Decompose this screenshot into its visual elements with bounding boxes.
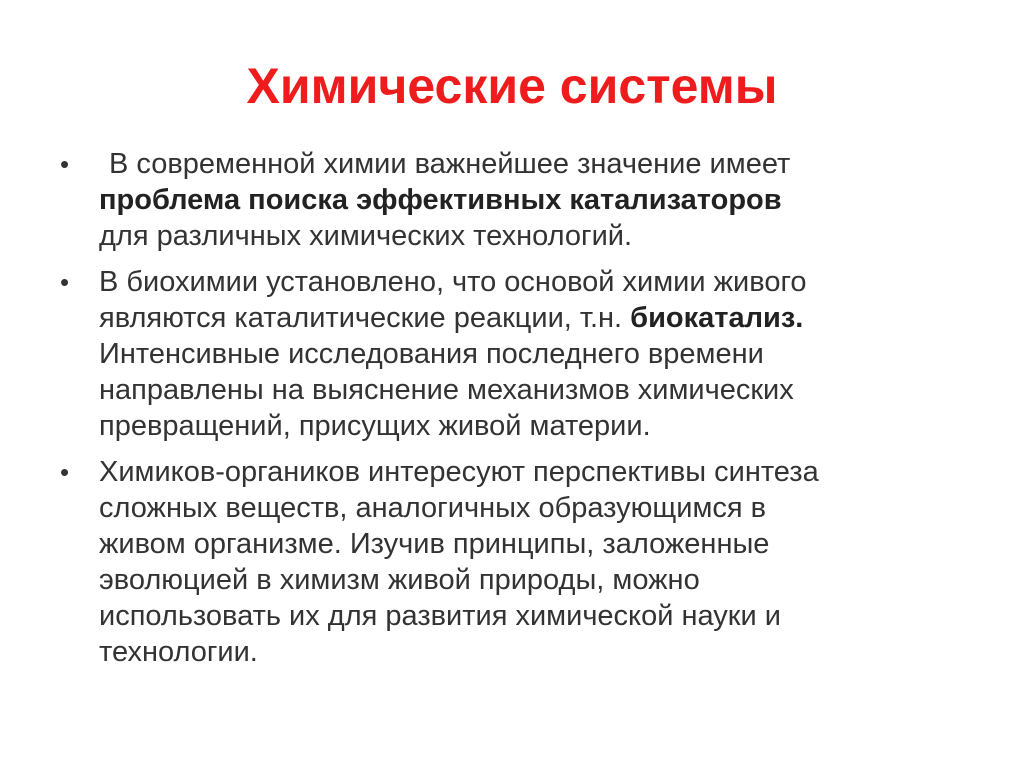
- bullet-text-line: В биохимии установлено, что основой химии живого: [99, 266, 807, 298]
- bullet-text-line: Интенсивные исследования последнего времени: [99, 338, 764, 370]
- bullet-text-line: эволюцией в химизм живой природы, можно: [99, 564, 700, 596]
- bullet-text-line: направлены на выяснение механизмов химических: [99, 374, 794, 406]
- bullet-marker: •: [60, 149, 70, 179]
- bullet-item-organic-chemists: [0, 454, 1024, 670]
- slide-title: Химические системы: [246, 58, 778, 114]
- bullet-text-bold-line: проблема поиска эффективных катализаторов: [99, 184, 782, 216]
- bullet-text-line: превращений, присущих живой материи.: [99, 410, 651, 442]
- bullet-item-catalysts: [0, 146, 1024, 254]
- bullet-text-line: технологии.: [99, 636, 258, 668]
- bullet-text-line: сложных веществ, аналогичных образующимся в: [99, 492, 767, 524]
- bullet-text-line: живом организме. Изучив принципы, заложенные: [99, 528, 770, 560]
- bullet-text-bold: биокатализ.: [630, 302, 804, 334]
- bullet-text-plain: являются каталитические реакции, т.н.: [99, 302, 631, 334]
- bullet-text-line: для различных химических технологий.: [99, 220, 633, 252]
- bullet-list: [0, 146, 1024, 680]
- bullet-item-biocatalysis: [0, 264, 1024, 444]
- bullet-text-mixed-line: [99, 300, 1024, 336]
- bullet-text-line: использовать их для развития химической науки и: [99, 600, 781, 632]
- bullet-text-line: В современной химии важнейшее значение имеет: [109, 148, 791, 180]
- bullet-marker: •: [60, 267, 70, 297]
- bullet-text-line: Химиков-органиков интересуют перспективы синтеза: [99, 456, 819, 488]
- bullet-marker: •: [60, 457, 70, 487]
